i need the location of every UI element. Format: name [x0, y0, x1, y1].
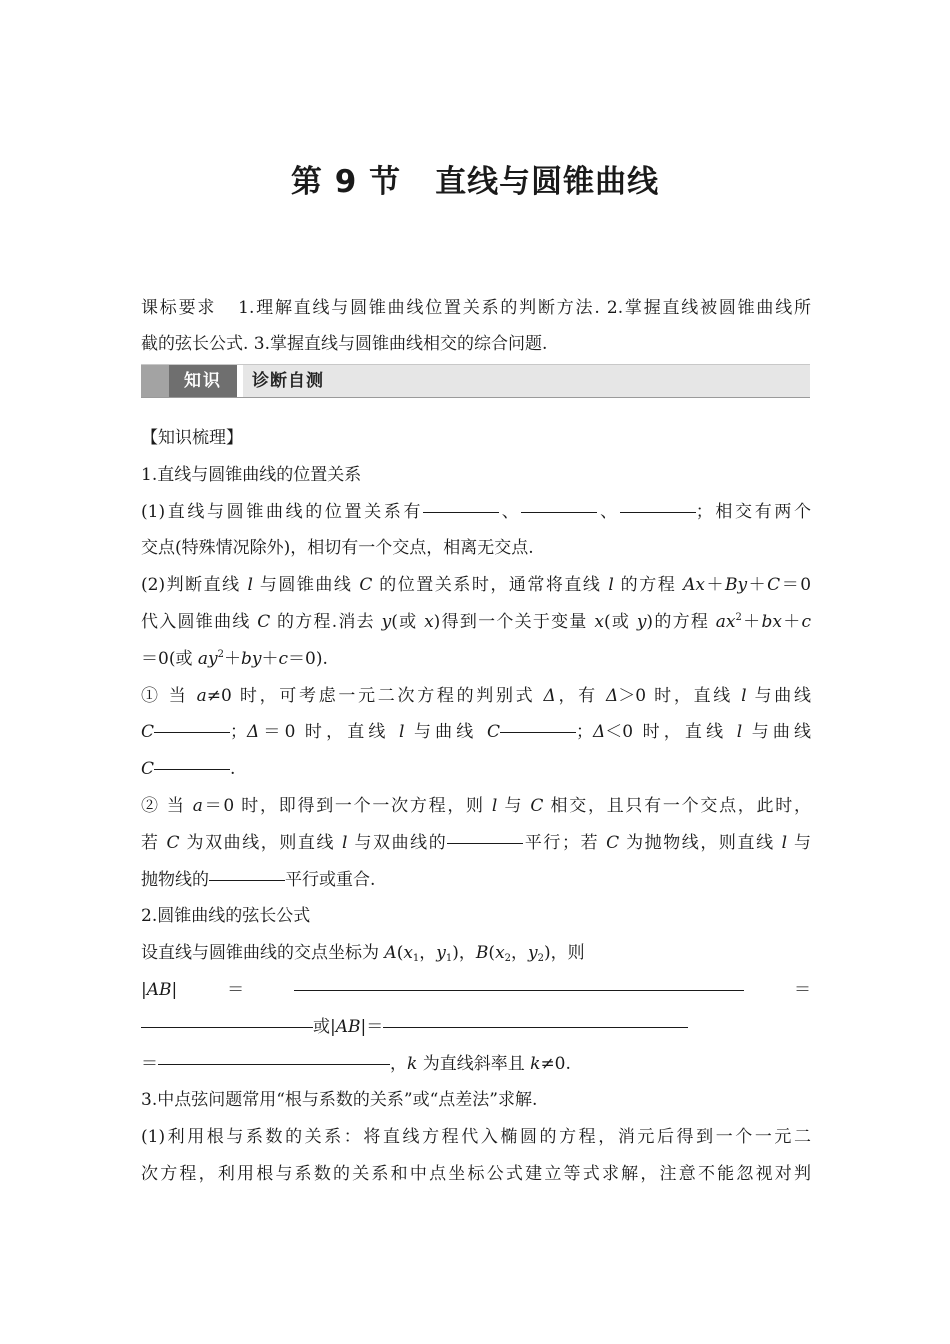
requirements-label: 课标要求 — [141, 298, 217, 318]
fill-blank — [620, 511, 696, 513]
fill-blank — [141, 1026, 313, 1028]
section-name: 直线与圆锥曲线 — [435, 164, 660, 200]
chord-intro: 设直线与圆锥曲线的交点坐标为 $A(x_1$，$y_1$)，$B(x_2$，$y_2$)，则 — [141, 943, 585, 965]
paragraph-2-line-3: ＝0(或 $ay^2+by+c=0$). — [141, 648, 328, 669]
page-title — [0, 156, 950, 201]
fill-blank — [154, 768, 230, 770]
fill-blank — [294, 989, 744, 991]
fill-blank — [154, 731, 230, 733]
paragraph-1-line-1: (1)直线与圆锥曲线的位置关系有 、 、 ；相交有两个 — [141, 501, 811, 522]
case-2-line-3: 抛物线的 平行或重合. — [141, 869, 376, 890]
case-2-line-1: ② 当 a＝0 时，即得到一个一次方程，则 l 与 C 相交，且只有一个交点，此时， — [141, 795, 812, 816]
banner-heading: 诊断自测 — [252, 371, 324, 391]
paragraph-2-line-2: 代入圆锥曲线 C 的方程.消去 y(或 x)得到一个关于变量 x(或 y)的方程 $ax^2+bx+c$ — [141, 611, 812, 632]
section-3-line-1: (1)利用根与系数的关系：将直线方程代入椭圆的方程，消元后得到一个一元二 — [141, 1127, 811, 1148]
requirements-line-2: 截的弦长公式. 3.掌握直线与圆锥曲线相交的综合问题. — [141, 334, 548, 354]
section-2-title: 2.圆锥曲线的弦长公式 — [141, 906, 311, 927]
chord-formula-line-2: 或|AB|＝ — [141, 1009, 811, 1046]
section-3-line-2: 次方程，利用根与系数的关系和中点坐标公式建立等式求解，注意不能忽视对判 — [141, 1163, 811, 1184]
case-1-line-3: C . — [141, 759, 236, 780]
chord-formula-line-1: |AB|＝ ＝ — [141, 979, 811, 1000]
paragraph-1-line-2: 交点(特殊情况除外)，相切有一个交点，相离无交点. — [141, 538, 534, 559]
curriculum-requirements — [141, 290, 811, 362]
fill-blank — [383, 1026, 688, 1028]
fill-blank — [158, 1063, 390, 1065]
paragraph-2-line-1: (2)判断直线 l 与圆锥曲线 C 的位置关系时，通常将直线 l 的方程 Ax＋By＋C＝0 — [141, 575, 812, 596]
banner-stripe — [141, 365, 169, 397]
fill-blank — [423, 511, 499, 513]
section-banner — [141, 364, 810, 398]
case-1-line-1: ① 当 a≠0 时，可考虑一元二次方程的判别式 Δ，有 Δ＞0 时，直线 l 与曲线 — [141, 685, 811, 706]
fill-blank — [500, 731, 576, 733]
fill-blank — [447, 842, 523, 844]
case-1-line-2: C ；Δ＝0 时，直线 l 与曲线 C ；Δ＜0 时，直线 l 与曲线 — [141, 722, 812, 743]
knowledge-content — [141, 420, 811, 1193]
requirements-line-1: 课标要求 1.理解直线与圆锥曲线位置关系的判断方法. 2.掌握直线被圆锥曲线所 — [141, 298, 812, 318]
banner-tag: 知识 — [169, 365, 237, 397]
section-number: 第 9 节 — [290, 164, 402, 200]
chord-formula-line-3: ＝ ，k 为直线斜率且 k≠0. — [141, 1053, 571, 1074]
section-3-title: 3.中点弦问题常用“根与系数的关系”或“点差法”求解. — [141, 1090, 538, 1111]
fill-blank — [209, 879, 285, 881]
section-1-title: 1.直线与圆锥曲线的位置关系 — [141, 464, 362, 485]
knowledge-header: 【知识梳理】 — [141, 428, 243, 448]
case-2-line-2: 若 C 为双曲线，则直线 l 与双曲线的 平行；若 C 为抛物线，则直线 l 与 — [141, 832, 812, 853]
fill-blank — [521, 511, 597, 513]
